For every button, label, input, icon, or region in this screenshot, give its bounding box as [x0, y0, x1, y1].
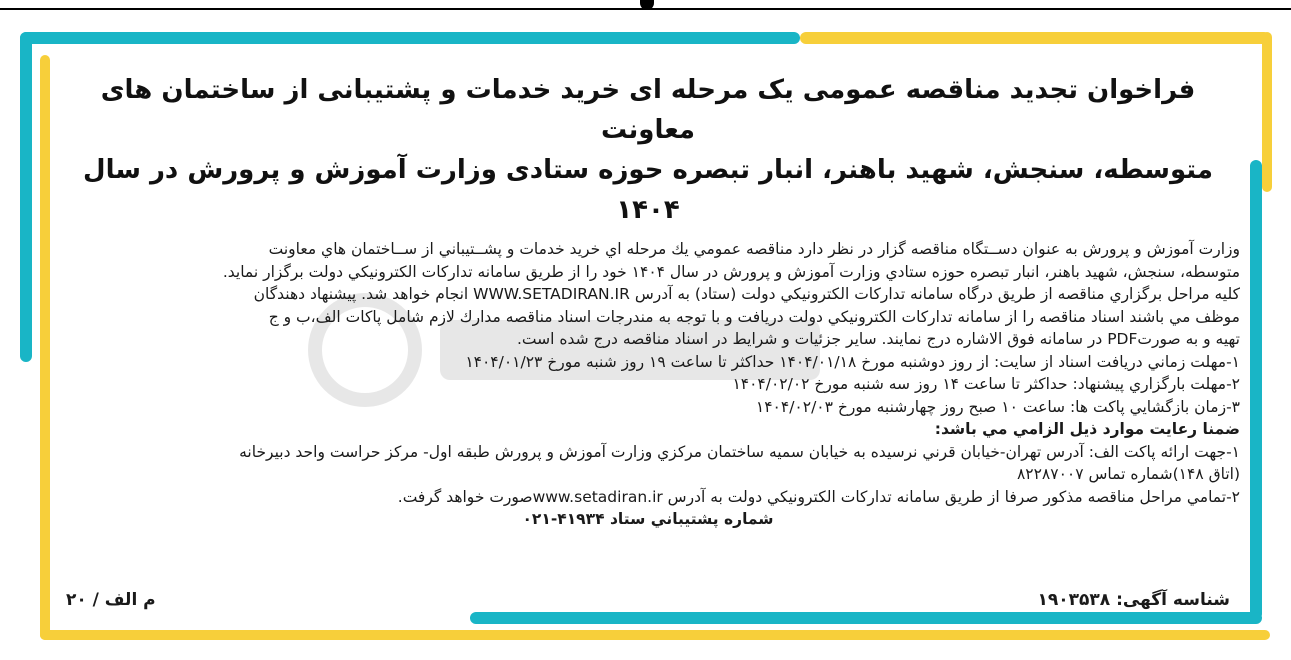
frame-cyan-left — [20, 32, 32, 362]
schedule-item: ۳-زمان بازگشايي پاكت ها: ساعت ۱۰ صبح روز چهارشنبه مورخ ۱۴۰۴/۰۲/۰۳ — [755, 397, 1240, 416]
frame-yellow-bottom — [40, 630, 1270, 640]
ad-id: شناسه آگهی: ۱۹۰۳۵۳۸ — [1037, 590, 1230, 610]
body-line: موظف مي باشند اسناد مناقصه را از سامانه تداركات الكترونيكي دولت دريافت و با توجه به مندرجات اسناد مناقصه مدارك لازم شامل پاكات الف،ب و ج — [268, 307, 1240, 326]
ad-code: م الف / ۲۰ — [66, 590, 156, 610]
frame-cyan-right — [1250, 160, 1262, 620]
schedule-item: ۱-مهلت زماني دريافت اسناد از سايت: از روز دوشنبه مورخ ۱۴۰۴/۰۱/۱۸ حداكثر تا ساعت ۱۹ روز شنبه مورخ ۱۴۰۴/۰۱/۲۳ — [465, 352, 1240, 371]
notes-heading: ضمنا رعايت موارد ذيل الزامي مي باشد: — [934, 420, 1240, 438]
notice-footer — [56, 590, 1240, 620]
note-item: (اتاق ۱۴۸)شماره تماس ۸۲۲۸۷۰۰۷ — [1016, 465, 1240, 483]
schedule-item: ۲-مهلت بارگزاري پيشنهاد: حداكثر تا ساعت ۱۴ روز سه شنبه مورخ ۱۴۰۴/۰۲/۰۲ — [732, 375, 1240, 393]
body-line: كليه مراحل برگزاري مناقصه از طريق درگاه سامانه تداركات الكترونيكي دولت (ستاد) به آدرس WWW.SETADIRAN.IR انجام خواهد شد. پيشنهاد دهندگان — [253, 285, 1240, 303]
title-line: فراخوان تجدید مناقصه عمومی یک مرحله ای خرید خدمات و پشتیبانی از ساختمان های معاونت — [100, 75, 1196, 145]
body-line: متوسطه، سنجش، شهيد باهنر، انبار تبصره حوزه ستادي وزارت آموزش و پرورش در سال ۱۴۰۴ خود را از طريق سامانه تداركات الكترونيكي دولت برگزار نمايد. — [222, 262, 1240, 281]
frame-yellow-top — [800, 32, 1270, 44]
frame-cyan-top — [20, 32, 800, 44]
frame-yellow-left — [40, 55, 50, 640]
notice-body — [56, 238, 1240, 531]
tender-notice — [56, 70, 1240, 620]
title-line: متوسطه، سنجش، شهید باهنر، انبار تبصره حوزه ستادی وزارت آموزش و پرورش در سال ۱۴۰۴ — [83, 155, 1213, 225]
body-line: وزارت آموزش و پرورش به عنوان دســتگاه مناقصه گزار در نظر دارد مناقصه عمومي يك مرحله اي خريد خدمات و پشــتيباني از ســاختمان هاي معاونت — [268, 240, 1240, 258]
notice-title — [56, 70, 1240, 230]
frame-yellow-right — [1262, 32, 1272, 192]
support-phone: شماره پشتيباني ستاد ۴۱۹۳۴-۰۲۱ — [522, 510, 774, 528]
note-item: ۲-تمامي مراحل مناقصه مذكور صرفا از طريق سامانه تداركات الكترونيكي دولت به آدرس www.setadiran.irصورت خواهد گرفت. — [397, 487, 1240, 506]
note-item: ۱-جهت ارائه پاكت الف: آدرس تهران-خيابان قرني نرسيده به خيابان سميه ساختمان مركزي وزارت آموزش و پرورش طبقه اول- مركز حراست واحد دبيرخانه — [239, 442, 1240, 461]
body-line: تهيه و به صورتPDF در سامانه فوق الاشاره درج نمايند. ساير جزئيات و شرايط در اسناد مناقصه درج شده است. — [516, 330, 1240, 348]
